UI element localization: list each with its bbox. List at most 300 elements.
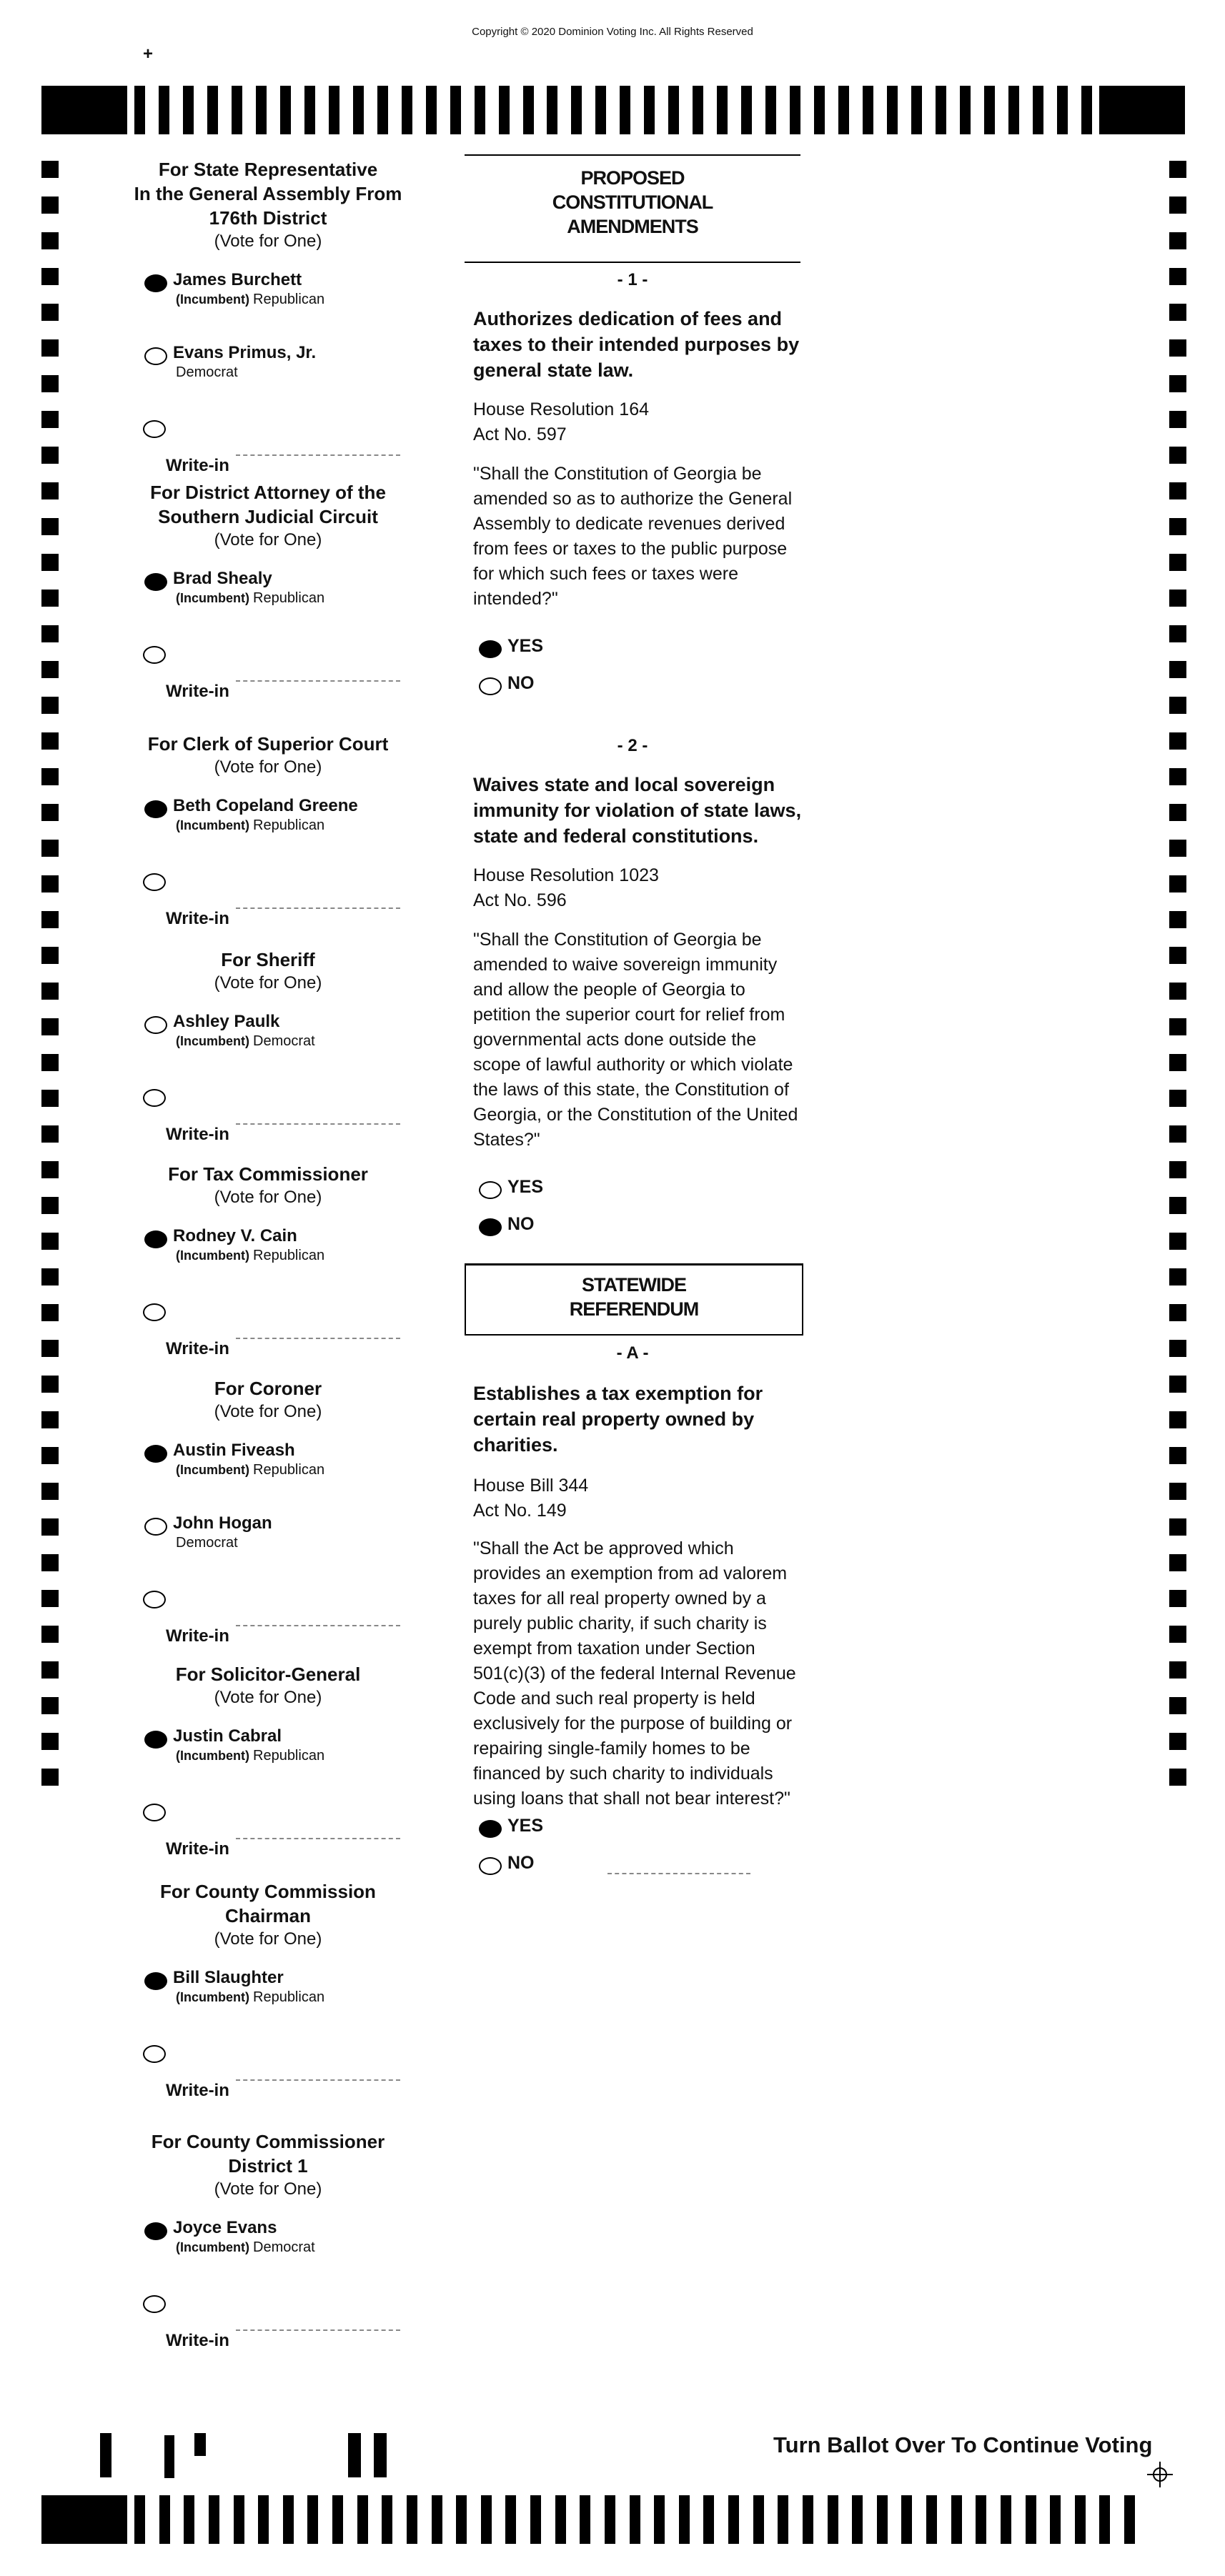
party-name: Republican — [253, 1989, 325, 2005]
candidate-party — [176, 590, 324, 607]
timing-square — [1169, 1518, 1186, 1536]
write-in-label: Write-in — [166, 1626, 229, 1646]
write-in-oval[interactable] — [143, 1089, 166, 1107]
timing-square — [1169, 1626, 1186, 1643]
candidate-party — [176, 817, 324, 834]
write-in-oval[interactable] — [143, 420, 166, 438]
candidate-party — [176, 292, 324, 308]
timing-bar — [887, 86, 898, 134]
timing-square — [41, 1411, 59, 1428]
vote-oval[interactable] — [479, 640, 502, 658]
party-name: Democrat — [253, 2239, 315, 2255]
amendment-question-line: and allow the people of Georgia to — [473, 980, 745, 1000]
timing-square — [1169, 983, 1186, 1000]
contest-title: 176th District — [209, 207, 327, 229]
timing-bar — [605, 2495, 615, 2544]
contest-header — [129, 2129, 407, 2201]
vote-for-instruction: (Vote for One) — [214, 1688, 322, 1707]
timing-bar — [936, 86, 946, 134]
contest-title: For Sheriff — [221, 949, 315, 970]
timing-square — [41, 482, 59, 499]
write-in-line[interactable] — [236, 907, 400, 909]
referendum-question-line: 501(c)(3) of the federal Internal Revenue — [473, 1664, 796, 1684]
timing-square — [41, 1697, 59, 1714]
timing-square — [1169, 232, 1186, 249]
timing-square — [1169, 304, 1186, 321]
vote-oval[interactable] — [144, 2222, 167, 2240]
timing-square — [1169, 482, 1186, 499]
barcode-mark — [100, 2433, 111, 2477]
timing-square — [1169, 1376, 1186, 1393]
timing-bar — [184, 2495, 194, 2544]
vote-for-instruction: (Vote for One) — [214, 757, 322, 777]
vote-for-instruction: (Vote for One) — [214, 1188, 322, 1207]
write-in-line[interactable] — [236, 454, 400, 456]
party-name: Democrat — [176, 1535, 238, 1551]
vote-oval[interactable] — [144, 800, 167, 818]
party-name: Democrat — [253, 1033, 315, 1049]
crosshair-icon — [1147, 2462, 1173, 2487]
contest-header — [129, 732, 407, 779]
timing-bar — [450, 86, 461, 134]
write-in-line[interactable] — [236, 680, 400, 682]
write-in-label: Write-in — [166, 1839, 229, 1859]
timing-bar — [877, 2495, 888, 2544]
referendum-question-line: exclusively for the purpose of building or — [473, 1714, 793, 1734]
amendment-reference-line: Act No. 597 — [473, 424, 567, 444]
option-label: YES — [507, 1816, 544, 1836]
incumbent-label: (Incumbent) — [176, 591, 253, 605]
timing-square — [41, 1626, 59, 1643]
amendment-question-line: "Shall the Constitution of Georgia be — [473, 464, 762, 484]
timing-bar — [1050, 2495, 1061, 2544]
section-rule — [465, 154, 800, 156]
referendum-question-line: provides an exemption from ad valorem — [473, 1563, 788, 1583]
timing-square — [1169, 590, 1186, 607]
barcode-mark — [164, 2435, 174, 2478]
vote-oval[interactable] — [144, 1972, 167, 1990]
contest-title: For Tax Commissioner — [168, 1163, 368, 1185]
timing-square — [1169, 161, 1186, 178]
timing-bar — [803, 2495, 813, 2544]
timing-square — [1169, 1447, 1186, 1464]
timing-square — [1169, 1125, 1186, 1143]
timing-square — [1169, 1197, 1186, 1214]
timing-bar — [814, 86, 825, 134]
bottom-timing-marks — [41, 2495, 1185, 2544]
party-name: Republican — [253, 1748, 325, 1764]
vote-oval[interactable] — [144, 1230, 167, 1248]
timing-square — [41, 1268, 59, 1285]
referendum-reference-line: Act No. 149 — [473, 1501, 567, 1521]
amendment-heading-line: taxes to their intended purposes by — [473, 334, 800, 355]
write-in-line[interactable] — [236, 2329, 400, 2331]
incumbent-label: (Incumbent) — [176, 1990, 253, 2004]
write-in-line[interactable] — [236, 1338, 400, 1339]
timing-square — [41, 1340, 59, 1357]
referendum-question-line: purely public charity, if such charity is — [473, 1613, 767, 1633]
party-name: Republican — [253, 817, 325, 833]
timing-square — [1169, 768, 1186, 785]
option-label: YES — [507, 1177, 544, 1197]
timing-square — [1169, 1590, 1186, 1607]
timing-square — [1169, 661, 1186, 678]
referendum-question-line: Code and such real property is held — [473, 1689, 755, 1709]
amendment-number: - 2 - — [617, 736, 648, 755]
amendments-title — [465, 166, 800, 239]
option-label: NO — [507, 1214, 535, 1234]
timing-bar — [901, 2495, 912, 2544]
contest-header — [129, 1162, 407, 1209]
timing-block-right — [1099, 86, 1185, 134]
candidate-party — [176, 1748, 324, 1764]
incumbent-label: (Incumbent) — [176, 1248, 253, 1263]
timing-square — [41, 1733, 59, 1750]
write-in-oval[interactable] — [143, 1303, 166, 1321]
timing-bar — [456, 2495, 467, 2544]
candidate-name: Ashley Paulk — [173, 1012, 280, 1031]
timing-square — [1169, 1054, 1186, 1071]
write-in-line[interactable] — [236, 1838, 400, 1839]
candidate-name: Brad Shealy — [173, 569, 272, 588]
write-in-oval[interactable] — [143, 1804, 166, 1821]
vote-oval[interactable] — [144, 274, 167, 292]
timing-bar — [838, 86, 849, 134]
registration-mark: + — [143, 44, 154, 64]
timing-square — [1169, 804, 1186, 821]
candidate-name: John Hogan — [173, 1513, 272, 1533]
timing-square — [1169, 1769, 1186, 1786]
amendment-heading-line: general state law. — [473, 359, 634, 381]
timing-square — [1169, 268, 1186, 285]
barcode-mark — [374, 2433, 387, 2477]
timing-square — [41, 518, 59, 535]
referendum-reference — [473, 1473, 802, 1523]
vote-oval[interactable] — [144, 347, 167, 365]
party-name: Democrat — [176, 364, 238, 380]
referendum-question-line: exempt from taxation under Section — [473, 1638, 755, 1659]
timing-square — [41, 768, 59, 785]
timing-bar — [926, 2495, 937, 2544]
timing-bar — [432, 2495, 442, 2544]
vote-oval[interactable] — [144, 1518, 167, 1536]
timing-square — [1169, 697, 1186, 714]
contest-title: Southern Judicial Circuit — [158, 506, 378, 527]
option-label: YES — [507, 636, 544, 656]
timing-square — [41, 1233, 59, 1250]
timing-square — [41, 375, 59, 392]
copyright-notice: Copyright © 2020 Dominion Voting Inc. All Rights Reserved — [472, 26, 753, 38]
contest-title: For Solicitor-General — [175, 1664, 361, 1685]
vote-oval[interactable] — [144, 1016, 167, 1034]
contest-title: For State Representative — [158, 159, 378, 180]
timing-bar — [728, 2495, 739, 2544]
amendment-question-line: Georgia, or the Constitution of the United — [473, 1105, 798, 1125]
section-title-line: CONSTITUTIONAL — [552, 192, 713, 213]
incumbent-label: (Incumbent) — [176, 292, 253, 307]
vote-oval[interactable] — [479, 1181, 502, 1199]
timing-square — [41, 1554, 59, 1571]
referendum-heading-line: Establishes a tax exemption for — [473, 1383, 763, 1404]
candidate-party — [176, 364, 238, 381]
write-in-oval[interactable] — [143, 2045, 166, 2063]
vote-for-instruction: (Vote for One) — [214, 1929, 322, 1949]
amendment-question-line: States?" — [473, 1130, 540, 1150]
candidate-party — [176, 1989, 324, 2006]
vote-oval[interactable] — [144, 573, 167, 591]
timing-square — [41, 1483, 59, 1500]
timing-square — [41, 197, 59, 214]
party-name: Republican — [253, 1462, 325, 1478]
contest-title: For Clerk of Superior Court — [147, 733, 389, 755]
party-name: Republican — [253, 292, 325, 307]
timing-bar — [134, 2495, 145, 2544]
vote-for-instruction: (Vote for One) — [214, 530, 322, 549]
candidate-name: Justin Cabral — [173, 1726, 282, 1746]
timing-bar — [234, 2495, 244, 2544]
contest-title: For District Attorney of the — [150, 482, 386, 503]
timing-square — [41, 1161, 59, 1178]
timing-square — [41, 232, 59, 249]
amendment-reference — [473, 863, 802, 913]
incumbent-label: (Incumbent) — [176, 1463, 253, 1477]
candidate-name: Bill Slaughter — [173, 1968, 284, 1987]
timing-square — [41, 590, 59, 607]
timing-square — [41, 911, 59, 928]
amendment-question — [473, 928, 802, 1153]
timing-bar — [258, 2495, 269, 2544]
candidate-party — [176, 1535, 238, 1551]
referendum-number: - A - — [616, 1343, 649, 1363]
vote-oval[interactable] — [479, 1218, 502, 1236]
write-in-oval[interactable] — [143, 873, 166, 891]
timing-bar — [307, 2495, 318, 2544]
contest-header — [129, 157, 407, 253]
timing-square — [1169, 1554, 1186, 1571]
timing-block-left — [41, 2495, 127, 2544]
timing-square — [41, 804, 59, 821]
timing-bar — [530, 2495, 541, 2544]
timing-bar — [703, 2495, 714, 2544]
incumbent-label: (Incumbent) — [176, 1749, 253, 1763]
timing-bar — [828, 2495, 838, 2544]
amendments-column — [465, 0, 815, 1965]
contest-header — [129, 480, 407, 552]
write-in-line[interactable] — [236, 1123, 400, 1125]
amendment-question — [473, 462, 802, 612]
vote-for-instruction: (Vote for One) — [214, 2179, 322, 2199]
amendment-heading-line: Authorizes dedication of fees and — [473, 308, 783, 329]
timing-bar — [863, 86, 873, 134]
amendment-question-line: petition the superior court for relief from — [473, 1005, 785, 1025]
vote-for-instruction: (Vote for One) — [214, 232, 322, 251]
incumbent-label: (Incumbent) — [176, 1034, 253, 1048]
write-in-label: Write-in — [166, 2081, 229, 2100]
contest-title: For County Commission — [160, 1881, 376, 1902]
amendment-heading-line: Waives state and local sovereign — [473, 774, 775, 795]
referendum-question-line: repairing single-family homes to be — [473, 1739, 750, 1759]
timing-bar — [984, 86, 995, 134]
amendment-reference — [473, 397, 802, 447]
timing-square — [41, 1590, 59, 1607]
timing-square — [1169, 1090, 1186, 1107]
timing-square — [1169, 840, 1186, 857]
option-label: NO — [507, 1853, 535, 1873]
amendment-heading — [473, 306, 802, 383]
amendment-question-line: scope of lawful authority or which violate — [473, 1055, 793, 1075]
referendum-heading — [473, 1381, 802, 1458]
timing-bar — [426, 86, 437, 134]
section-rule — [465, 262, 800, 263]
contest-title: For County Commissioner — [151, 2131, 385, 2152]
timing-bar — [1099, 2495, 1110, 2544]
amendment-question-line: amended to waive sovereign immunity — [473, 955, 778, 975]
write-in-line[interactable] — [236, 2079, 400, 2081]
timing-square — [1169, 732, 1186, 750]
vote-oval[interactable] — [144, 1731, 167, 1749]
section-title-line: AMENDMENTS — [567, 216, 698, 237]
timing-square — [1169, 1340, 1186, 1357]
timing-bar — [1075, 2495, 1086, 2544]
timing-bar — [1033, 86, 1043, 134]
timing-square — [41, 1197, 59, 1214]
blank-line — [607, 1873, 750, 1874]
timing-bar — [1081, 86, 1092, 134]
contest-header — [129, 948, 407, 995]
timing-square — [41, 1304, 59, 1321]
referendum-heading-line: certain real property owned by — [473, 1408, 755, 1430]
contest-header — [129, 1879, 407, 1951]
contest-title: In the General Assembly From — [134, 183, 402, 204]
write-in-oval[interactable] — [143, 1591, 166, 1608]
timing-square — [41, 983, 59, 1000]
timing-square — [1169, 1733, 1186, 1750]
vote-oval[interactable] — [144, 1445, 167, 1463]
timing-bar — [753, 2495, 764, 2544]
timing-bar — [852, 2495, 863, 2544]
section-title-line: STATEWIDE — [582, 1274, 686, 1296]
timing-bar — [1124, 2495, 1135, 2544]
vote-for-instruction: (Vote for One) — [214, 973, 322, 993]
timing-bar — [911, 86, 922, 134]
timing-square — [1169, 411, 1186, 428]
timing-bar — [778, 2495, 788, 2544]
option-label: NO — [507, 673, 535, 693]
candidate-party — [176, 1033, 315, 1050]
timing-square — [1169, 947, 1186, 964]
amendment-question-line: amended so as to authorize the General — [473, 489, 793, 509]
referendum-reference-line: House Bill 344 — [473, 1476, 589, 1496]
timing-square — [1169, 1661, 1186, 1679]
write-in-label: Write-in — [166, 456, 229, 475]
vote-oval[interactable] — [479, 1820, 502, 1838]
timing-square — [1169, 1411, 1186, 1428]
write-in-label: Write-in — [166, 1125, 229, 1144]
timing-square — [41, 304, 59, 321]
timing-square — [1169, 1697, 1186, 1714]
amendment-question-line: governmental acts done outside the — [473, 1030, 757, 1050]
timing-bar — [555, 2495, 566, 2544]
write-in-label: Write-in — [166, 682, 229, 701]
write-in-oval[interactable] — [143, 2295, 166, 2313]
write-in-oval[interactable] — [143, 646, 166, 664]
candidate-party — [176, 1248, 324, 1264]
referendum-question-line: taxes for all real property owned by a — [473, 1588, 766, 1608]
write-in-label: Write-in — [166, 1339, 229, 1358]
timing-square — [1169, 625, 1186, 642]
barcode-mark — [194, 2433, 206, 2456]
timing-square — [41, 1769, 59, 1786]
timing-square — [41, 1018, 59, 1035]
contest-title: District 1 — [228, 2155, 308, 2177]
incumbent-label: (Incumbent) — [176, 818, 253, 832]
referendum-heading-line: charities. — [473, 1434, 558, 1456]
amendment-question-line: intended?" — [473, 589, 558, 609]
write-in-label: Write-in — [166, 909, 229, 928]
timing-bar — [209, 2495, 219, 2544]
timing-bar — [1026, 2495, 1036, 2544]
timing-square — [41, 625, 59, 642]
vote-oval[interactable] — [479, 677, 502, 695]
timing-square — [41, 1661, 59, 1679]
candidate-name: Rodney V. Cain — [173, 1226, 297, 1245]
contest-header — [129, 1376, 407, 1423]
timing-bar — [159, 2495, 170, 2544]
section-title-line: PROPOSED — [580, 167, 685, 189]
timing-square — [41, 875, 59, 892]
timing-square — [1169, 1268, 1186, 1285]
timing-square — [41, 1125, 59, 1143]
amendment-number: - 1 - — [617, 270, 648, 289]
timing-bar — [630, 2495, 640, 2544]
amendment-question-line: Assembly to dedicate revenues derived — [473, 514, 785, 534]
candidate-name: Joyce Evans — [173, 2218, 277, 2237]
timing-bar — [283, 2495, 294, 2544]
write-in-line[interactable] — [236, 1625, 400, 1626]
timing-square — [41, 1376, 59, 1393]
timing-square — [1169, 1233, 1186, 1250]
timing-bar — [481, 2495, 492, 2544]
amendment-heading-line: state and federal constitutions. — [473, 825, 759, 847]
timing-bar — [951, 2495, 962, 2544]
vote-oval[interactable] — [479, 1857, 502, 1875]
amendment-question-line: "Shall the Constitution of Georgia be — [473, 930, 762, 950]
timing-bar — [407, 2495, 417, 2544]
candidate-name: James Burchett — [173, 270, 302, 289]
timing-block-left — [41, 86, 127, 134]
amendment-question-line: the laws of this state, the Constitution of — [473, 1080, 789, 1100]
turn-over-instruction: Turn Ballot Over To Continue Voting — [773, 2432, 1153, 2457]
vote-for-instruction: (Vote for One) — [214, 1402, 322, 1421]
timing-square — [1169, 911, 1186, 928]
amendment-reference-line: House Resolution 1023 — [473, 865, 659, 885]
timing-bar — [505, 2495, 516, 2544]
candidate-name: Evans Primus, Jr. — [173, 343, 317, 362]
timing-square — [41, 1518, 59, 1536]
timing-bar — [679, 2495, 690, 2544]
amendment-reference-line: House Resolution 164 — [473, 399, 649, 419]
timing-square — [1169, 875, 1186, 892]
amendment-reference-line: Act No. 596 — [473, 890, 567, 910]
timing-square — [41, 447, 59, 464]
timing-bar — [332, 2495, 343, 2544]
timing-square — [1169, 1161, 1186, 1178]
amendment-heading — [473, 772, 802, 849]
timing-bar — [1001, 2495, 1011, 2544]
timing-square — [1169, 1304, 1186, 1321]
candidate-name: Beth Copeland Greene — [173, 796, 358, 815]
timing-bar — [382, 2495, 392, 2544]
